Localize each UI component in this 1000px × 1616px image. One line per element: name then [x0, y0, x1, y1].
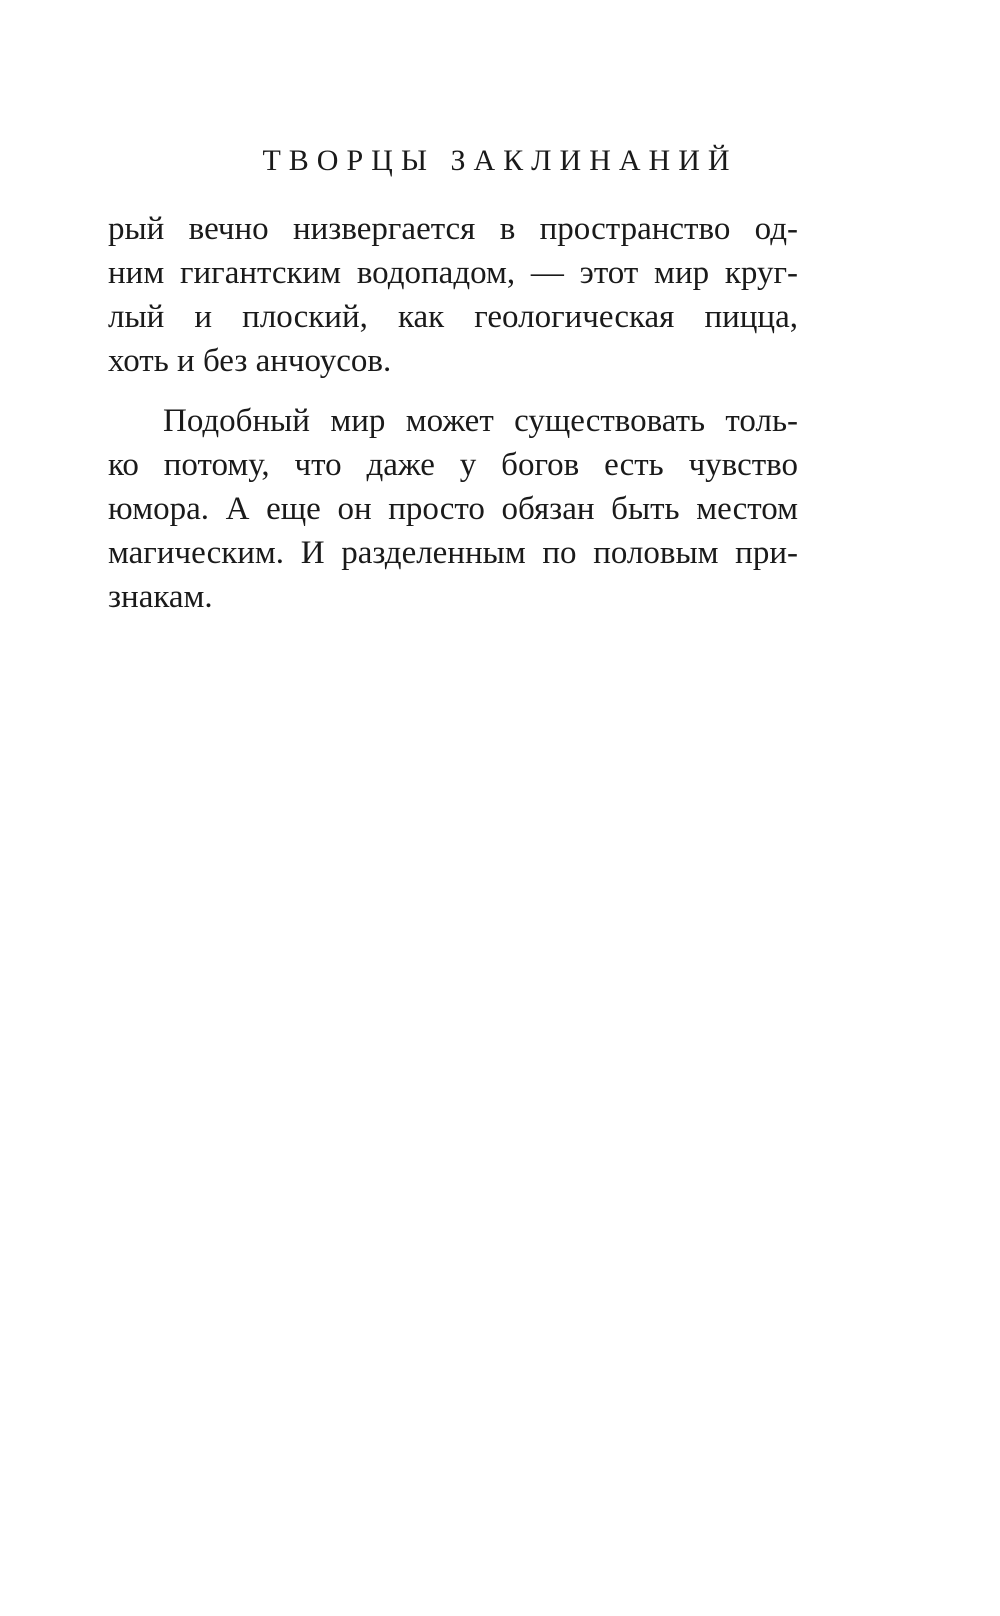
paragraph-1-line-4: хоть и без анчоусов. [108, 343, 392, 379]
body-text [108, 207, 798, 619]
paragraph-1-line-3: лый и плоский, как геологическая пицца, [108, 299, 798, 335]
paragraph-2-line-5: знакам. [108, 579, 213, 615]
paragraph-spacing [108, 383, 798, 399]
paragraph-2-line-4: магическим. И разделенным по половым при- [108, 535, 798, 571]
paragraph-1-line-2: ним гигантским водопадом, — этот мир круг- [108, 255, 798, 291]
running-title: ТВОРЦЫ ЗАКЛИНАНИЙ [262, 144, 738, 177]
paragraph-2-line-1: Подобный мир может существовать толь- [163, 403, 798, 439]
paragraph-2-line-3: юмора. А еще он просто обязан быть местом [108, 491, 798, 527]
paragraph-2-line-2: ко потому, что даже у богов есть чувство [108, 447, 798, 483]
paragraph-1-line-1: рый вечно низвергается в пространство од- [108, 211, 798, 247]
